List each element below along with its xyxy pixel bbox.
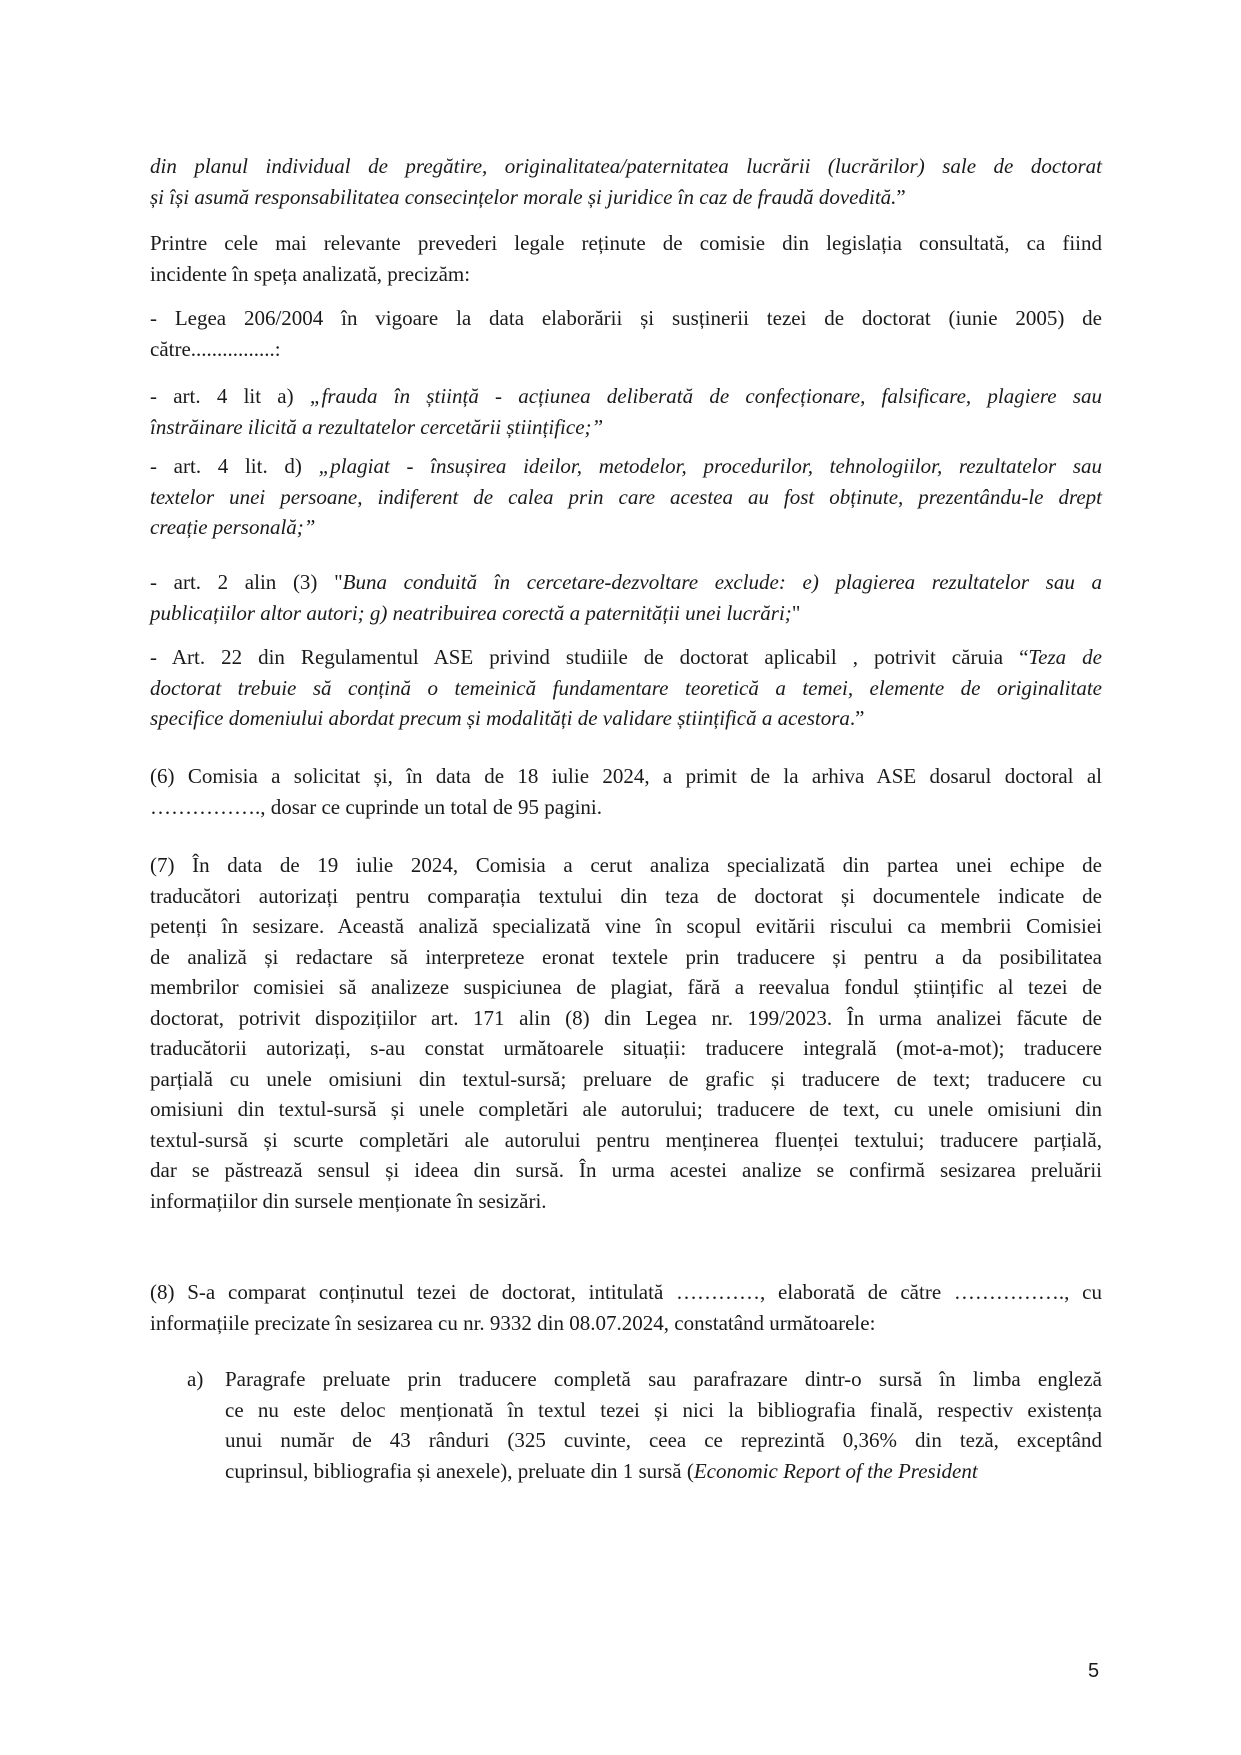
text: Paragrafe preluate prin traducere completă sau parafrazare dintr-o sursă în limba engleză: [225, 1367, 1102, 1391]
text-line: [150, 972, 1102, 1003]
list-marker: a): [187, 1367, 204, 1391]
text: (8) S-a comparat conținutul tezei de doctorat, intitulată …………, elaborată de către ……………., cu: [150, 1280, 1102, 1304]
text-line: [150, 228, 1102, 259]
italic-text: textelor unei persoane, indiferent de calea prin care acestea au fost obținute, prezentându-le drept: [150, 484, 1102, 509]
text: - art. 4 lit a): [150, 384, 310, 408]
text-line: [150, 381, 1102, 412]
text: Printre cele mai relevante prevederi legale reținute de comisie din legislația consultată, ca fiind: [150, 231, 1102, 255]
text-line: [150, 942, 1102, 973]
italic-text: doctorat trebuie să conțină o temeinică fundamentare teoretică a temei, elemente de originalitate: [150, 675, 1102, 700]
italic-text: și își asumă responsabilitatea consecințelor morale și juridice în caz de fraudă dovedită.: [150, 184, 897, 209]
italic-text: din planul individual de pregătire, originalitatea/paternitatea lucrării (lucrărilor) sale de doctorat: [150, 154, 1102, 178]
paragraph-point-7: [150, 850, 1102, 1216]
text: omisiuni din textul-sursă și unele completări ale autorului; traducere de text, cu unele omisiuni din: [150, 1097, 1102, 1121]
text-line: [150, 151, 1102, 182]
text-line: [150, 1125, 1102, 1156]
text: ”: [896, 184, 906, 209]
italic-text: Economic Report of the President: [693, 1458, 978, 1483]
text-line: [150, 1064, 1102, 1095]
italic-text: specifice domeniului abordat precum și modalități de validare științifică a acestora: [150, 706, 850, 730]
text: textul-sursă și scurte completări ale autorului pentru menținerea fluenței textului; traducere parțială,: [150, 1127, 1102, 1152]
text: ……………., dosar ce cuprinde un total de 95 pagini.: [150, 794, 602, 819]
paragraph-art-4a: [150, 381, 1102, 442]
text: dar se păstrează sensul și ideea din sursă. În urma acestei analize se confirmă sesizarea preluării: [150, 1158, 1102, 1182]
text-line: [225, 1425, 1102, 1456]
text-line: [150, 451, 1102, 482]
text-line: [150, 482, 1102, 513]
paragraph-legea-206: [150, 303, 1102, 364]
text-line: [150, 911, 1102, 942]
text-line: [150, 598, 1102, 629]
text-line: [150, 1094, 1102, 1125]
text-line: [150, 334, 1102, 365]
text: informațiile precizate în sesizarea cu nr. 9332 din 08.07.2024, constatând următoarele:: [150, 1310, 876, 1335]
italic-text: creație personală;”: [150, 515, 316, 539]
italic-text: Teza de: [1028, 645, 1102, 669]
text-line: [150, 1003, 1102, 1034]
paragraph-art-2: [150, 567, 1102, 628]
italic-text: publicațiilor altor autori; g) neatribuirea corectă a paternității unei lucrări;: [150, 600, 792, 625]
text-line: [150, 881, 1102, 912]
text-line: [150, 259, 1102, 290]
text-line: [150, 850, 1102, 881]
text-line: [150, 567, 1102, 598]
italic-text: înstrăinare ilicită a rezultatelor cercetării științifice;”: [150, 414, 604, 439]
paragraph-art-22: [150, 642, 1102, 734]
text: cuprinsul, bibliografia și anexele), preluate din 1 sursă (: [225, 1458, 694, 1483]
text-line: [150, 1277, 1102, 1308]
text: - Art. 22 din Regulamentul ASE privind studiile de doctorat aplicabil , potrivit căruia “: [150, 645, 1029, 669]
text-line: [150, 642, 1102, 673]
text-line: [150, 761, 1102, 792]
text: - Legea 206/2004 în vigoare la data elaborării și susținerii tezei de doctorat (iunie 2005) de: [150, 306, 1102, 330]
text: unui număr de 43 rânduri (325 cuvinte, ceea ce reprezintă 0,36% din teză, exceptând: [225, 1428, 1102, 1452]
text: către................:: [150, 336, 281, 361]
text-line: [150, 182, 1102, 213]
text: (7) În data de 19 iulie 2024, Comisia a cerut analiza specializată din partea unei echipe de: [150, 853, 1102, 877]
text-line: [150, 1033, 1102, 1064]
italic-text: „plagiat - însușirea ideilor, metodelor, procedurilor, tehnologiilor, rezultatelor sau: [318, 454, 1102, 478]
text-line: [225, 1364, 1102, 1395]
text-line: [150, 673, 1102, 704]
paragraph-point-8: [150, 1277, 1102, 1338]
text-line: [150, 703, 1102, 734]
paragraph-point-6: [150, 761, 1102, 822]
text: - art. 2 alin (3) ": [150, 570, 343, 594]
text-line: [150, 792, 1102, 823]
text: - art. 4 lit. d): [150, 454, 319, 478]
text-line: [150, 1155, 1102, 1186]
paragraph-continued-quote: [150, 151, 1102, 212]
text: parțială cu unele omisiuni din textul-sursă; preluare de grafic și traducere de text; traducere cu: [150, 1066, 1102, 1091]
text: doctorat, potrivit dispozițiilor art. 171 alin (8) din Legea nr. 199/2023. În urma analizei făcute de: [150, 1005, 1102, 1030]
text: traducători autorizați pentru comparația textului din teza de doctorat și documentele indicate de: [150, 883, 1102, 908]
paragraph-item-a: [187, 1364, 1102, 1486]
text: traducătorii autorizați, s-au constat următoarele situații: traducere integrală (mot-a-mot); traducere: [150, 1036, 1102, 1060]
italic-text: „frauda în știință - acțiunea deliberată de confecționare, falsificare, plagiere sau: [309, 384, 1102, 408]
text: .”: [849, 706, 865, 730]
text: membrilor comisiei să analizeze suspiciunea de plagiat, fără a reevalua fondul științific al tezei de: [150, 975, 1102, 999]
text: informațiilor din sursele menționate în sesizări.: [150, 1188, 547, 1213]
paragraph-art-4d: [150, 451, 1102, 543]
text-line: [150, 512, 1102, 543]
text-line: [150, 412, 1102, 443]
text-line: [150, 1308, 1102, 1339]
page-number: 5: [1088, 1660, 1100, 1682]
italic-text: Buna conduită în cercetare-dezvoltare exclude: e) plagierea rezultatelor sau a: [342, 570, 1102, 594]
text: incidente în speța analizată, precizăm:: [150, 261, 471, 286]
text: petenți în sesizare. Această analiză specializată vine în scopul evitării riscului ca membrii Comisiei: [150, 914, 1102, 938]
text: ": [791, 600, 801, 625]
text-line: [150, 303, 1102, 334]
paragraph-intro-legal: [150, 228, 1102, 289]
text: (6) Comisia a solicitat și, în data de 18 iulie 2024, a primit de la arhiva ASE dosarul doctoral al: [150, 764, 1102, 788]
text: ce nu este deloc menționată în textul tezei și nici la bibliografia finală, respectiv existența: [225, 1397, 1102, 1422]
text-line: [225, 1456, 1102, 1487]
text-line: [150, 1186, 1102, 1217]
text: de analiză și redactare să interpreteze eronat textele prin traducere și pentru a da posibilitatea: [150, 944, 1102, 969]
text-line: [225, 1395, 1102, 1426]
